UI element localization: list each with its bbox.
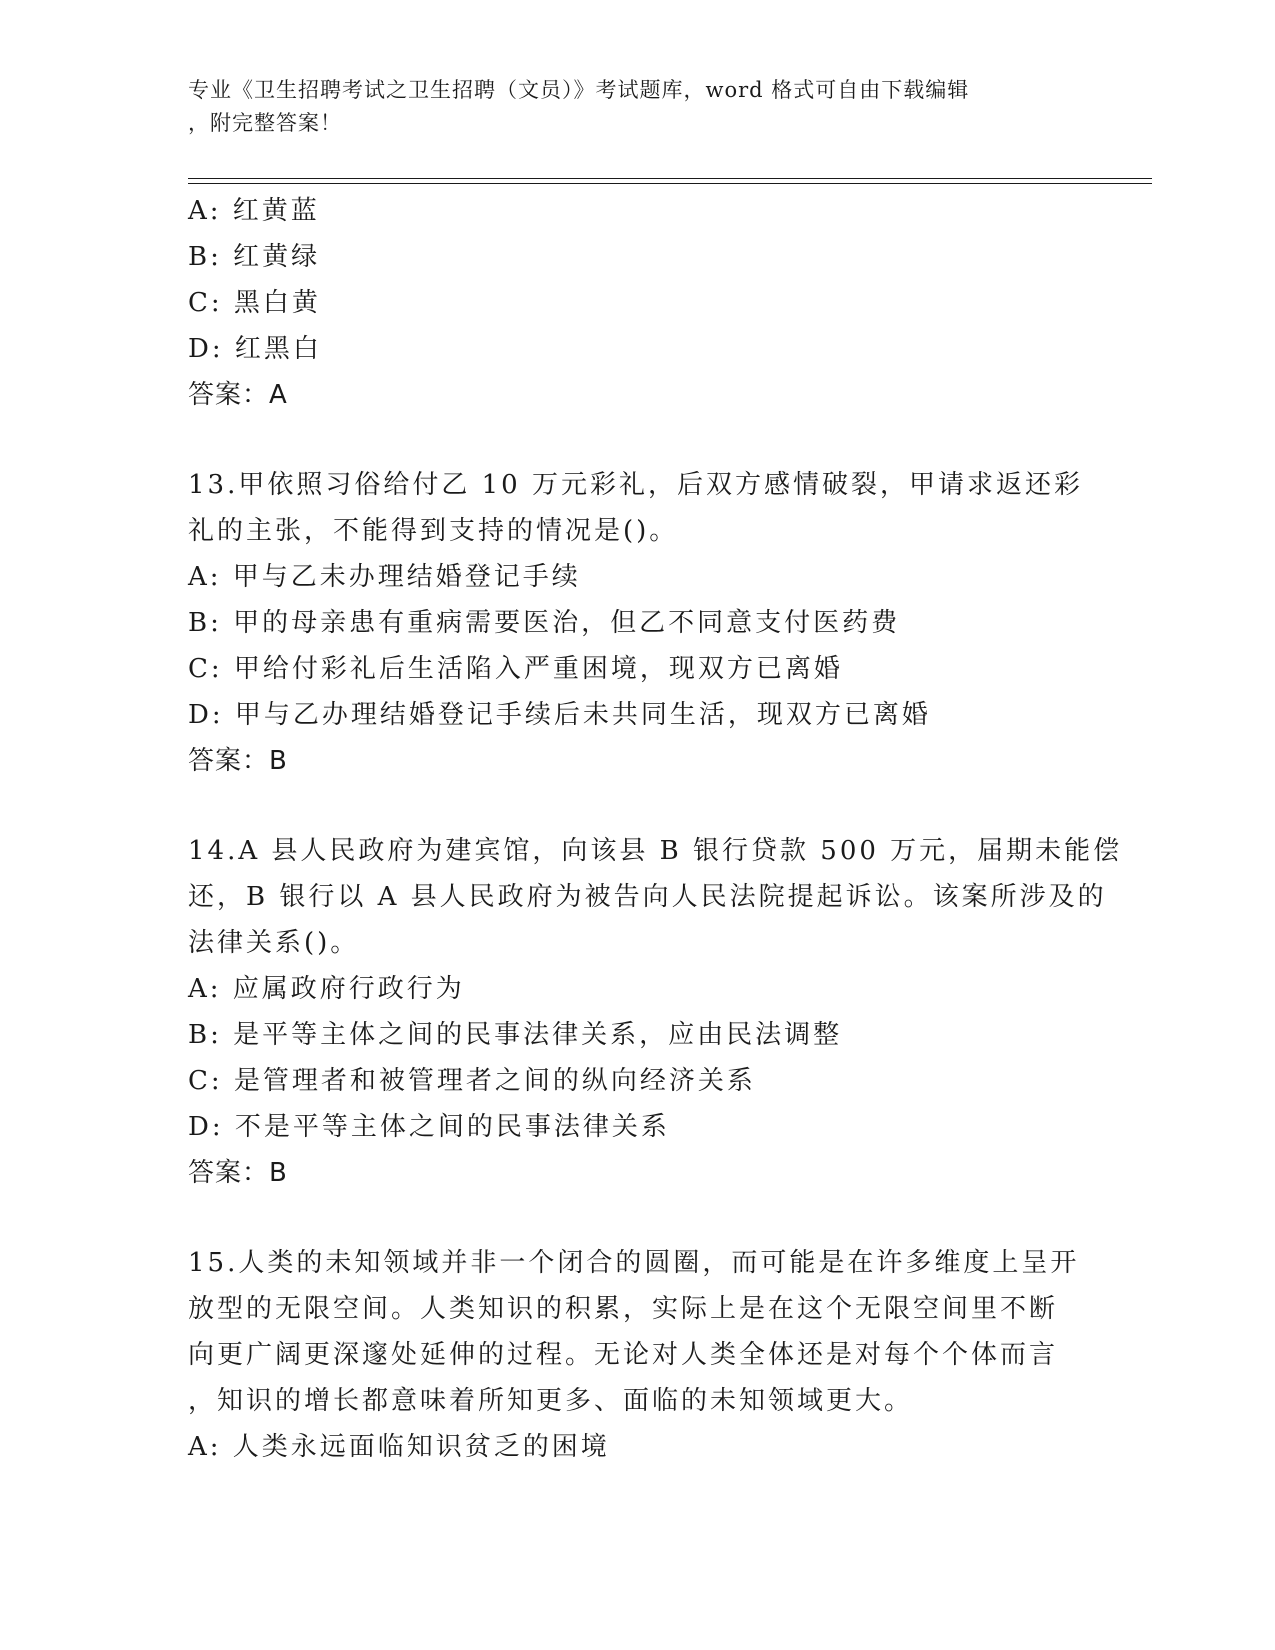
header-rule-bottom [188, 183, 1152, 184]
header-line-1: 专业《卫生招聘考试之卫生招聘（文员）》考试题库，word 格式可自由下载编辑 [188, 78, 970, 102]
question-13 [188, 462, 1088, 784]
option-a: A: 红黄蓝 [188, 196, 320, 226]
header-line-2: ，附完整答案！ [188, 111, 342, 135]
question-stem-line: 礼的主张，不能得到支持的情况是()。 [188, 516, 679, 546]
header-rule-top [188, 178, 1152, 179]
option-b: B: 甲的母亲患有重病需要医治，但乙不同意支付医药费 [188, 608, 901, 638]
option-a: A: 甲与乙未办理结婚登记手续 [188, 562, 581, 592]
answer-line: 答案：A [188, 380, 288, 410]
question-stem-line: 14.A 县人民政府为建宾馆，向该县 B 银行贷款 500 万元，届期未能偿 [188, 836, 1123, 866]
option-d: D: 不是平等主体之间的民事法律关系 [188, 1112, 670, 1142]
option-b: B: 红黄绿 [188, 242, 321, 272]
document-header [188, 74, 1088, 140]
spacer [188, 784, 1088, 828]
question-stem-line: 还，B 银行以 A 县人民政府为被告向人民法院提起诉讼。该案所涉及的 [188, 882, 1107, 912]
option-a: A: 人类永远面临知识贫乏的困境 [188, 1432, 610, 1462]
answer-line: 答案：B [188, 746, 288, 776]
question-12 [188, 188, 1088, 418]
question-stem-line: ，知识的增长都意味着所知更多、面临的未知领域更大。 [188, 1386, 914, 1416]
question-stem-line: 放型的无限空间。人类知识的积累，实际上是在这个无限空间里不断 [188, 1294, 1059, 1324]
option-b: B: 是平等主体之间的民事法律关系，应由民法调整 [188, 1020, 843, 1050]
option-d: D: 甲与乙办理结婚登记手续后未共同生活，现双方已离婚 [188, 700, 931, 730]
question-14 [188, 828, 1123, 1196]
option-d: D: 红黑白 [188, 334, 322, 364]
spacer [188, 418, 1088, 462]
option-c: C: 是管理者和被管理者之间的纵向经济关系 [188, 1066, 756, 1096]
question-list [188, 188, 1123, 1470]
option-a: A: 应属政府行政行为 [188, 974, 465, 1004]
option-c: C: 黑白黄 [188, 288, 321, 318]
question-stem-line: 向更广阔更深邃处延伸的过程。无论对人类全体还是对每个个体而言 [188, 1340, 1059, 1370]
answer-line: 答案：B [188, 1158, 288, 1188]
option-c: C: 甲给付彩礼后生活陷入严重困境，现双方已离婚 [188, 654, 843, 684]
question-stem-line: 15.人类的未知领域并非一个闭合的圆圈，而可能是在许多维度上呈开 [188, 1248, 1080, 1278]
question-15 [188, 1240, 1088, 1470]
spacer [188, 1196, 1088, 1240]
question-stem-line: 法律关系()。 [188, 928, 360, 958]
question-stem-line: 13.甲依照习俗给付乙 10 万元彩礼，后双方感情破裂，甲请求返还彩 [188, 470, 1083, 500]
